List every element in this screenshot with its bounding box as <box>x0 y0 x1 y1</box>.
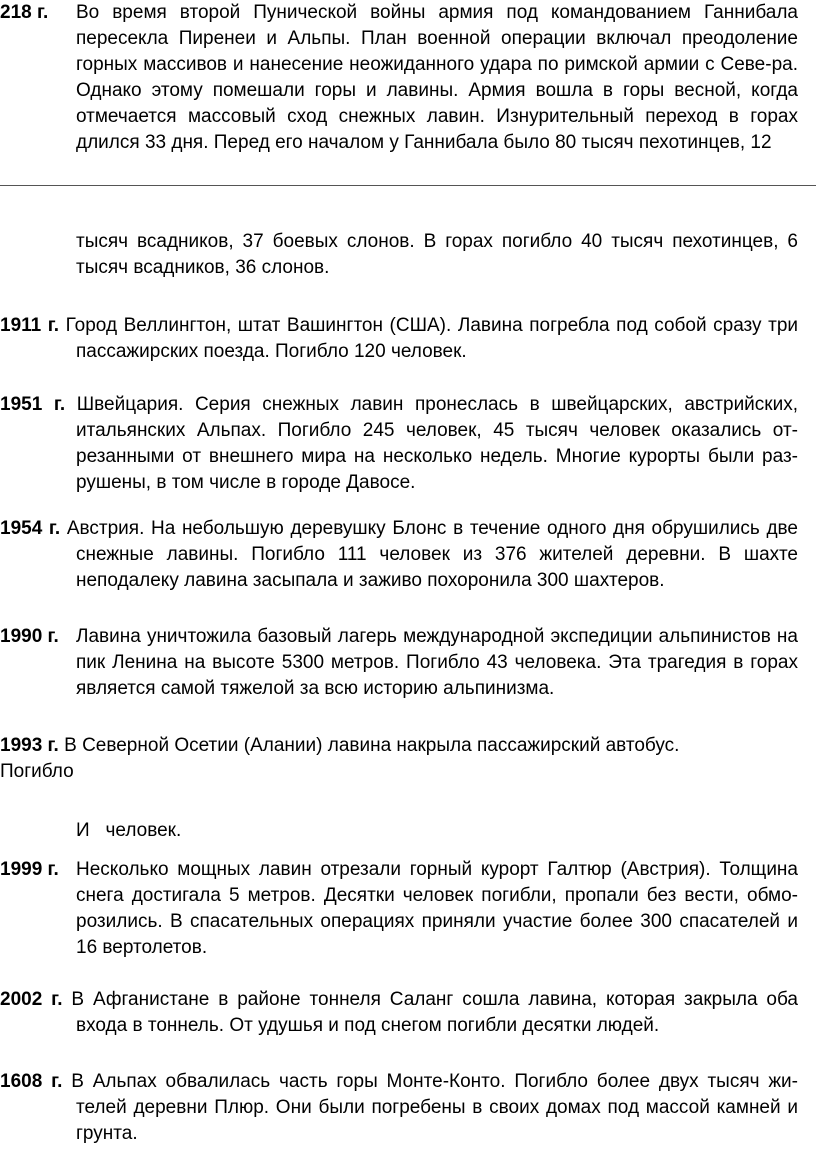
entry-text: Австрия. На небольшую деревушку Блонс в течение одного дня обрушились две снежные лавины. Погибло 111 человек из 376 жителей деревни. В шахте неподалеку лавина засыпала и заживо похоронила 300 шахтеров. <box>66 518 798 591</box>
entry-text: Город Веллингтон, штат Вашингтон (США). Лавина погребла под собой сразу три пассажирских поезда. Погибло 120 человек. <box>65 315 798 362</box>
entry-1951 <box>0 392 798 496</box>
entry-1993-tail2: И человек. <box>76 820 182 841</box>
entry-1993 <box>0 733 798 759</box>
entry-text: В Северной Осетии (Алании) лавина накрыла пассажирский автобус. <box>64 735 680 756</box>
entry-text: В Альпах обвалилась часть горы Монте-Конто. Погибло более двух тысяч жи-телей деревни Плюр. Они были погребены в своих домах под массой камней и грунта. <box>71 1071 798 1144</box>
entry-year: 1954 г. <box>0 518 61 539</box>
entry-1954 <box>0 516 798 594</box>
entry-year: 1993 г. <box>0 735 59 756</box>
entry-text: Несколько мощных лавин отрезали горный курорт Галтюр (Австрия). Толщина снега достигала 5 метров. Десятки человек погибли, пропали без вести, обмо-розились. В спасательных операциях приняли участие более 300 спасателей и 16 вертолетов. <box>76 859 798 958</box>
entry-1999 <box>0 857 798 961</box>
entry-year: 218 г. <box>0 2 49 23</box>
entry-text: В Афганистане в районе тоннеля Саланг сошла лавина, которая закрыла оба входа в тоннель. От удушья и под снегом погибли десятки людей. <box>71 989 799 1036</box>
entry-1990 <box>0 624 798 702</box>
entry-1608 <box>0 1069 798 1147</box>
page-divider <box>0 185 816 186</box>
entry-text: Лавина уничтожила базовый лагерь международной экспедиции альпинистов на пик Ленина на высоте 5300 метров. Погибло 43 человека. Эта трагедия в горах является самой тяжелой за всю историю альпинизма. <box>76 626 798 699</box>
entry-year: 2002 г. <box>0 989 63 1010</box>
entry-year: 1951 г. <box>0 394 66 415</box>
entry-text: Во время второй Пунической войны армия под командованием Ганнибала пересекла Пиренеи и Альпы. План военной операции включал преодоление горных массивов и нанесение неожиданного удара по римской армии с Севе-ра. Однако этому помешали горы и лавины. Армия вошла в горы весной, когда отмечается массовый сход снежных лавин. Изнурительный переход в горах длился 33 дня. Перед его началом у Ганнибала было 80 тысяч пехотинцев, 12 <box>76 2 798 153</box>
entry-year: 1608 г. <box>0 1071 63 1092</box>
entry-218 <box>0 0 798 156</box>
entry-year: 1990 г. <box>0 626 59 647</box>
entry-2002 <box>0 987 798 1039</box>
entry-year: 1999 г. <box>0 859 59 880</box>
entry-218-continuation: тысяч всадников, 37 боевых слонов. В горах погибло 40 тысяч пехотинцев, 6 тысяч всадников, 36 слонов. <box>76 231 798 278</box>
entry-year: 1911 г. <box>0 315 60 336</box>
entry-1911 <box>0 313 798 365</box>
entry-text: Швейцария. Серия снежных лавин пронеслась в швейцарских, австрийских, итальянских Альпах. Погибло 245 человек, 45 тысяч человек оказались от-резанными от внешнего мира на несколько недель. Многие курорты были раз-рушены, в том числе в городе Давосе. <box>76 394 798 493</box>
entry-1993-tail: Погибло <box>0 761 74 782</box>
